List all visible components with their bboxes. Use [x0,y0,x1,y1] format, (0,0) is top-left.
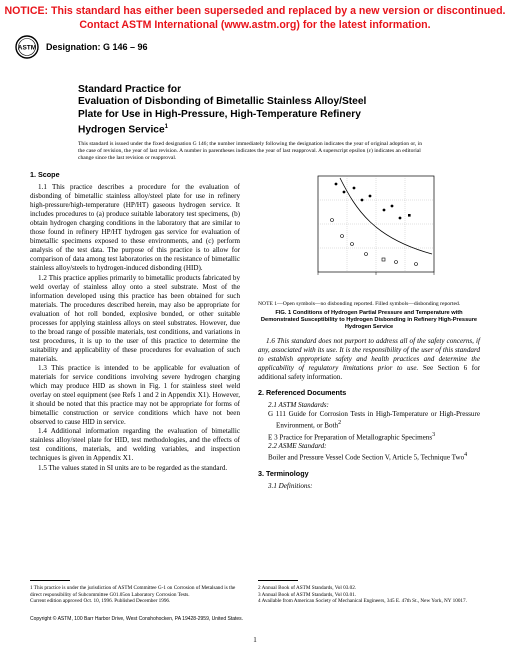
paragraph-1-6 [258,337,480,382]
footnote-1b: Current edition approved Oct. 10, 1996. Published December 1996. [30,598,171,605]
footnote-rule [30,580,70,581]
figure-note: NOTE 1—Open symbols—no disbonding reported. Filled symbols—disbonding reported. [258,301,461,308]
footnotes-right [258,580,480,605]
title-line-1: Standard Practice for [78,84,182,95]
astm-logo-icon [15,34,39,60]
title-line-3: Plate for Use in High-Pressure, High-Temperature Refinery [78,108,361,120]
notice-line-1: NOTICE: This standard has either been superseded and replaced by a new version or discontinued. [4,5,506,17]
footnote-rule-right [258,580,298,581]
notice-line-2: Contact ASTM International (www.astm.org) for the latest information. [79,19,431,31]
ref-asme-sup: 4 [464,452,468,459]
figure-caption: FIG. 1 Conditions of Hydrogen Partial Pressure and Temperature with Demonstrated Susceptibility to Hydrogen Disbonding in Refinery High-Pressure Hydrogen Service [260,310,478,331]
figure-1-plot [296,170,446,288]
paragraph-1-2: 1.2 This practice applies primarily to bimetallic products fabricated by weld overlay of stainless alloy onto a steel substrate. Most of the information developed using this practice has been obtained for such materials. The procedures described herein, may also be appropriate for evaluation of hot roll bonded, explosive bonded, or other suitable processes for applying stainless alloys on steel substrates. However, due to the broad range of possible materials, test conditions, and variations in test procedures, it is up to the user of this practice to determine the suitability and applicability of these procedures for evaluation of such materials. [30,273,240,363]
ref-asme-text: Boiler and Pressure Vessel Code Section V, Article 5, Technique Two [268,453,465,462]
ref-e3-sup: 3 [432,431,436,438]
paragraph-1-4: 1.4 Additional information regarding the evaluation of bimetallic stainless alloy/steel plate for HID, test methodologies, and the effects of test conditions, materials, and welding variables, and inspection techniques is given in Appendix X1. [30,427,240,463]
safety-statement: 1.6 This standard does not purport to address all of the safety concerns, if any, associated with its use. It is the responsibility of the user of this standard to establish appropriate safety and health practices and determine the applicability of regulatory limitations prior to use. [258,337,480,373]
document-title [78,84,438,137]
page-number: 1 [253,636,257,644]
title-line-2: Evaluation of Disbonding of Bimetallic Stainless Alloy/Steel [78,96,367,108]
standard-note: This standard is issued under the fixed designation G 146; the number immediately following the designation indicates the year of original adoption or, in the case of revision, the year of last revision. A number in parentheses indicates the year of last reapproval. A superscript epsilon (ε) indicates an editorial change since the last revision or reapproval. [78,141,423,162]
left-column [30,170,240,473]
footnote-3: 3 Annual Book of ASTM Standards, Vol 03.01. [258,591,357,598]
terminology-heading: 3. Terminology [258,468,309,478]
title-footnote-ref: 1 [164,124,168,131]
referenced-documents-heading: 2. Referenced Documents [258,388,347,398]
title-line-4: Hydrogen Service [78,124,165,136]
svg-text:ASTM: ASTM [17,44,37,52]
designation: Designation: G 146 – 96 [46,42,148,52]
footnote-1: 1 This practice is under the jurisdiction of ASTM Committee G-1 on Corrosion of Metalsand is the direct responsibility of Subcommittee G01.05on Laboratory Corrosion Tests. [30,585,236,598]
notice-banner [0,4,510,32]
ref-asme [258,451,480,462]
paragraph-1-1: 1.1 This practice describes a procedure for the evaluation of disbonding of bimetallic stainless alloy/steel plate for use in refinery high-pressure/high-temperature (HP/HT) gaseous hydrogen service. It includes procedures to (a) produce suitable laboratory test specimens, (b) obtain hydrogen charging conditions in the laboratory that are similar to those found in refinery HP/HT hydrogen gas service for evaluation of bimetallic specimens exposed to these environments, and (c) perform analysis of the test data. The purpose of this practice is to allow for comparison of data among test laboratories on the resistance of bimetallic stainless alloy/steels to hydrogen-induced disbonding (HID). [30,183,240,273]
paragraph-1-3: 1.3 This practice is intended to be applicable for evaluation of materials for service conditions involving severe hydrogen charging which may produce HID as shown in Fig. 1 for stainless steel weld overlay on steel equipment (see Refs 1 and 2 in Appendix X1). However, it should be noted that this practice may not be appropriate for forms of bimetallic construction or service conditions which have not been observed to cause HID in service. [30,363,240,427]
footnote-4: 4 Available from American Society of Mechanical Engineers, 345 E. 47th St., New York, NY 10017. [258,598,467,605]
ref-g111-text: G 111 Guide for Corrosion Tests in High-Temperature or High-Pressure Environment, or Both [268,410,480,430]
footnote-2: 2 Annual Book of ASTM Standards, Vol 03.02. [258,585,357,591]
scope-heading: 1. Scope [30,170,60,179]
safety-statement-tail: See Section 6 for additional safety information. [258,364,480,382]
definitions-subheading: 3.1 Definitions: [268,481,313,490]
ref-e3-text: E 3 Practice for Preparation of Metallographic Specimens [268,433,433,442]
ref-e3 [258,431,480,442]
ref-g111 [258,410,480,430]
copyright-line: Copyright © ASTM, 100 Barr Harbor Drive, West Conshohocken, PA 19428-2959, United States. [30,616,244,622]
ref-astm-standards: 2.1 ASTM Standards: [268,401,329,410]
ref-g111-sup: 2 [338,420,342,427]
right-column [258,170,480,491]
paragraph-1-5: 1.5 The values stated in SI units are to be regarded as the standard. [38,463,228,472]
ref-asme-standard: 2.2 ASME Standard: [268,442,327,451]
footnotes-left [30,580,240,605]
